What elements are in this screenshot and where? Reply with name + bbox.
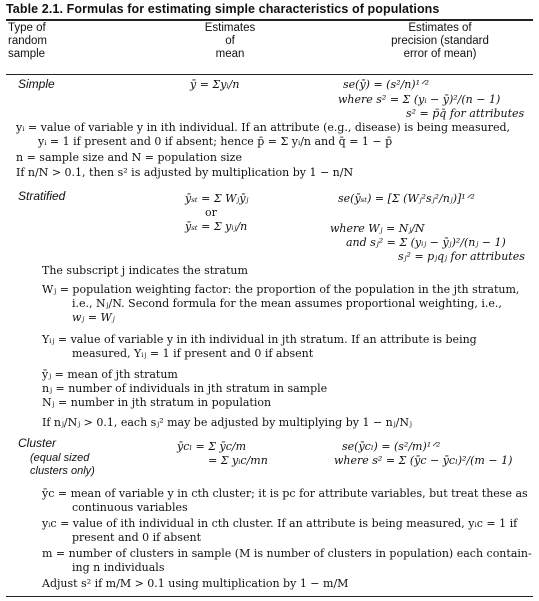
stratified-def-line: If nⱼ/Nⱼ > 0.1, each sⱼ² may be adjusted by multiplying by 1 − nⱼ/Nⱼ — [42, 416, 412, 429]
cluster-def-line: m = number of clusters in sample (M is number of clusters in population) each contain- — [42, 547, 532, 560]
header-estimates-of-precision — [375, 22, 505, 61]
header-line: Estimates of — [408, 22, 472, 34]
stratified-where-line: where Wⱼ = Nⱼ/N — [330, 222, 425, 235]
simple-def-line: yᵢ = value of variable y in ith individual. If an attribute (e.g., disease) is being measured, — [16, 121, 511, 134]
cluster-where-line: where s² = Σ (ȳc − ȳcₗ)²/(m − 1) — [334, 454, 513, 467]
simple-def-line: yᵢ = 1 if present and 0 if absent; hence p̄ = Σ yᵢ/n and q̄ = 1 − p̄ — [38, 135, 393, 148]
stratified-attribute-line: sⱼ² = pⱼqⱼ for attributes — [398, 250, 525, 263]
simple-se-formula: se(ȳ) = (s²/n)¹ᐟ² — [343, 78, 430, 91]
header-line: sample — [8, 48, 46, 60]
header-line: of — [225, 35, 235, 47]
cluster-sublabel: (equal sized — [30, 452, 90, 464]
cluster-def-line: Adjust s² if m/M > 0.1 using multiplication by 1 − m/M — [42, 577, 349, 590]
simple-where-line: where s² = Σ (yᵢ − ȳ)²/(n − 1) — [338, 93, 501, 106]
cluster-mean-formula-1: ȳcₗ = Σ ȳc/m — [177, 440, 247, 453]
simple-attribute-line: s² = p̄q̄ for attributes — [406, 107, 525, 120]
bottom-rule — [6, 596, 533, 597]
stratified-def-line: i.e., Nⱼ/N. Second formula for the mean assumes proportional weighting, i.e., — [72, 297, 502, 310]
header-line: precision (standard — [391, 35, 489, 47]
simple-def-line: If n/N > 0.1, then s² is adjusted by multiplication by 1 − n/N — [16, 166, 354, 179]
section-label-cluster: Cluster — [18, 436, 57, 450]
cluster-def-line: ing n individuals — [72, 561, 165, 574]
header-line: mean — [215, 48, 245, 60]
stratified-def-line: Nⱼ = number in jth stratum in population — [42, 396, 272, 409]
header-line: error of mean) — [403, 48, 477, 60]
section-label-stratified: Stratified — [18, 189, 66, 203]
stratified-se-formula: se(ȳₛₜ) = [Σ (Wⱼ²sⱼ²/nⱼ)]¹ᐟ² — [338, 192, 475, 205]
stratified-and-line: and sⱼ² = Σ (yᵢⱼ − ȳⱼ)²/(nⱼ − 1) — [346, 236, 506, 249]
top-rule — [6, 19, 533, 21]
stratified-def-line: nⱼ = number of individuals in jth stratum in sample — [42, 382, 328, 395]
simple-def-line: n = sample size and N = population size — [16, 151, 242, 164]
simple-mean-formula: ȳ = Σyᵢ/n — [190, 78, 240, 91]
cluster-def-line: ȳc = mean of variable y in cth cluster; it is pc for attribute variables, but treat these as — [42, 487, 528, 500]
stratified-mean-formula-2: ȳₛₜ = Σ yᵢⱼ/n — [185, 220, 248, 233]
stratified-def-line: Wⱼ = population weighting factor: the proportion of the population in the jth stratum, — [42, 283, 520, 296]
section-label-simple: Simple — [18, 77, 55, 91]
cluster-se-formula: se(ȳcₗ) = (s²/m)¹ᐟ² — [342, 440, 441, 453]
header-line: Type of — [8, 22, 46, 34]
header-rule — [6, 74, 533, 75]
cluster-def-line: present and 0 if absent — [72, 531, 201, 544]
cluster-def-line: yᵢc = value of ith individual in cth cluster. If an attribute is being measured, yᵢc = 1 if — [42, 517, 518, 530]
header-estimates-of-mean — [180, 22, 280, 61]
header-type-of-random-sample — [8, 22, 47, 61]
header-line: random — [8, 35, 47, 47]
cluster-def-line: continuous variables — [72, 501, 188, 514]
stratified-def-line: Yᵢⱼ = value of variable y in ith individual in jth stratum. If an attribute is being — [42, 333, 477, 346]
cluster-mean-formula-2: = Σ yᵢc/mn — [208, 454, 268, 467]
table-caption: Table 2.1. Formulas for estimating simple characteristics of populations — [6, 2, 440, 16]
header-line: Estimates — [204, 22, 256, 34]
stratified-def-line: wⱼ = Wⱼ — [72, 311, 115, 324]
stratified-mean-formula-1: ȳₛₜ = Σ Wⱼȳⱼ — [185, 192, 249, 205]
stratified-subscript-note: The subscript j indicates the stratum — [42, 264, 248, 277]
stratified-def-line: measured, Yᵢⱼ = 1 if present and 0 if absent — [72, 347, 314, 360]
stratified-or: or — [205, 206, 217, 219]
stratified-def-line: ȳⱼ = mean of jth stratum — [42, 368, 178, 381]
cluster-sublabel: clusters only) — [30, 465, 95, 477]
